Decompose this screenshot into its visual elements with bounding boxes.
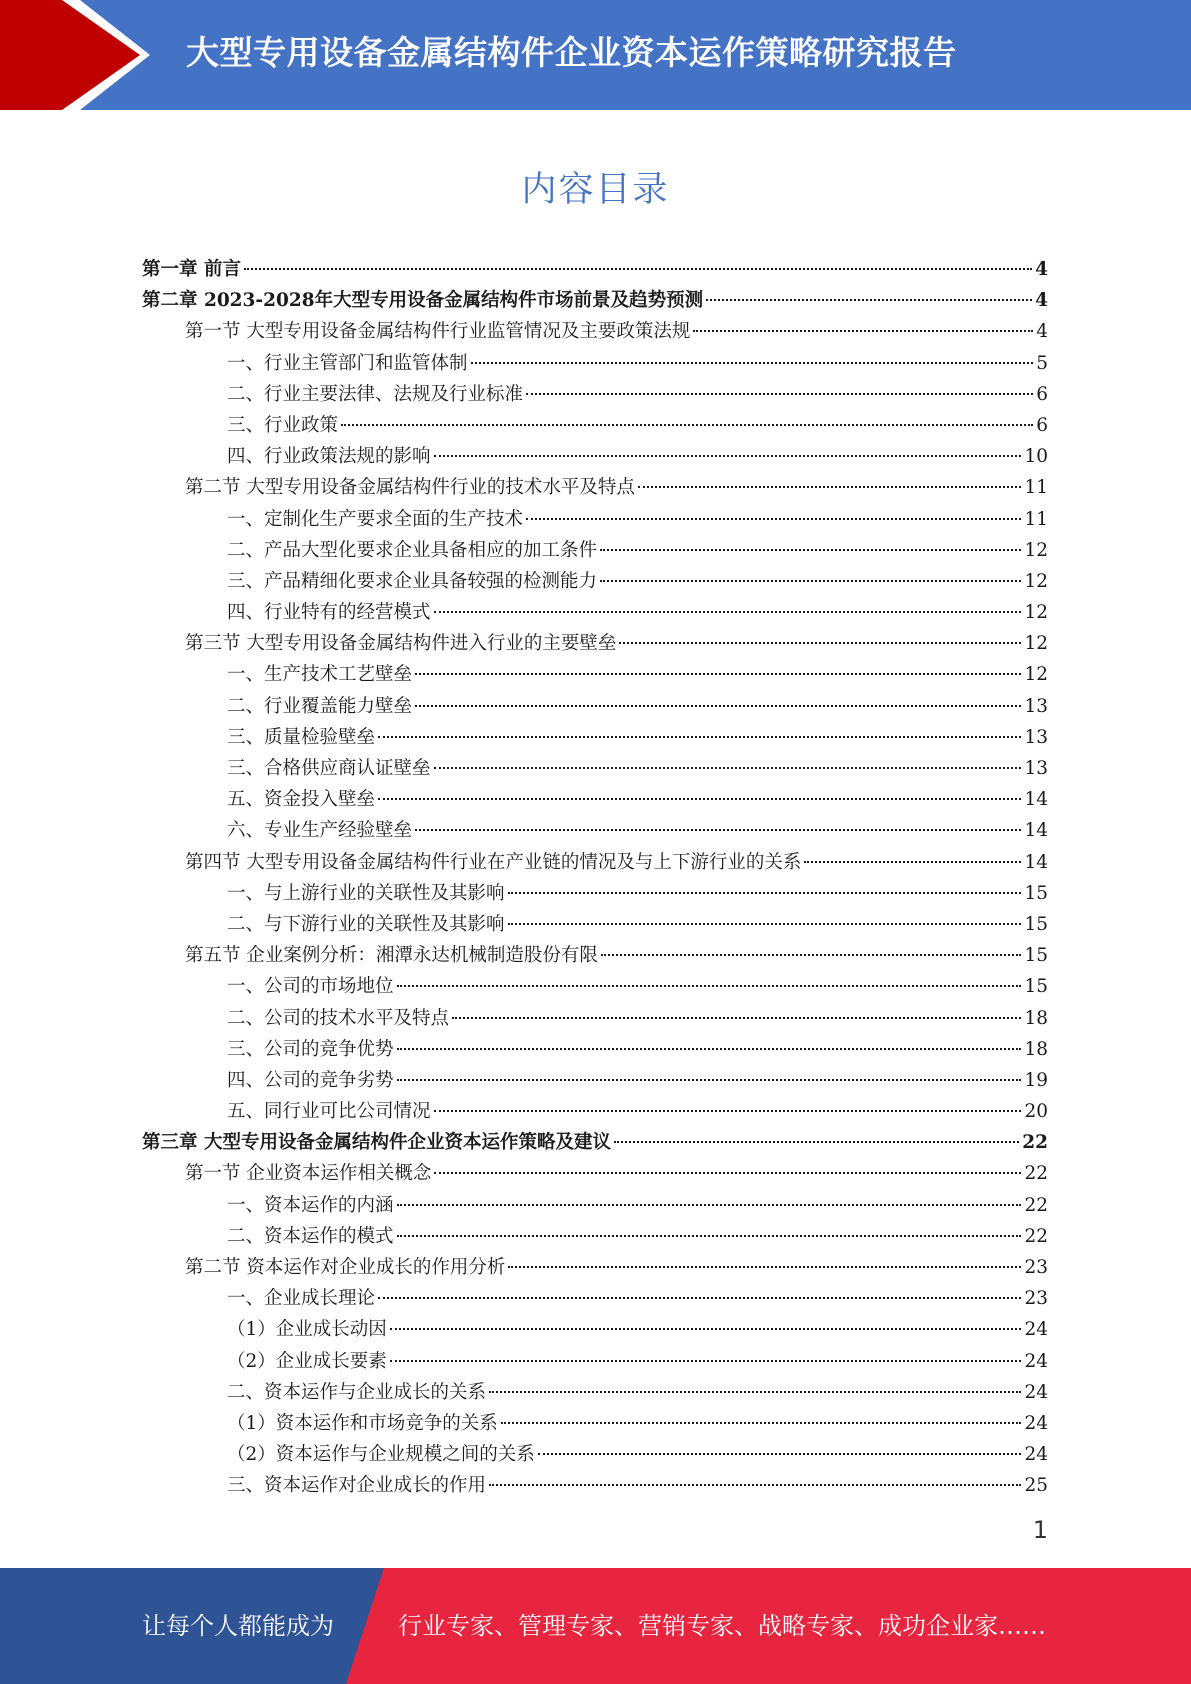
toc-subsection-entry[interactable] (142, 379, 1048, 410)
toc-subsection-entry[interactable] (142, 1221, 1048, 1252)
toc-entry-page: 6 (1036, 383, 1048, 405)
toc-entry-title: （1）企业成长动因 (227, 1319, 387, 1341)
toc-subsection-entry[interactable] (142, 597, 1048, 628)
toc-entry-page: 24 (1024, 1350, 1048, 1372)
footer-banner (0, 1568, 1191, 1684)
toc-subsection-entry[interactable] (142, 1096, 1048, 1127)
toc-section-entry[interactable] (142, 1158, 1048, 1189)
toc-entry-title: 五、资金投入壁垒 (227, 789, 376, 811)
toc-section-entry[interactable] (142, 628, 1048, 659)
toc-subsection-entry[interactable] (142, 1034, 1048, 1065)
toc-subsection-entry[interactable] (142, 753, 1048, 784)
toc-entry-title: 三、合格供应商认证壁垒 (227, 758, 431, 779)
toc-entry-page: 14 (1024, 851, 1048, 873)
toc-entry-title: 第一节 企业资本运作相关概念 (185, 1163, 432, 1185)
toc-dot-leader (452, 1017, 1021, 1019)
toc-entry-title: 一、与上游行业的关联性及其影响 (227, 882, 505, 904)
table-of-contents (142, 254, 1048, 1502)
toc-dot-leader (526, 393, 1033, 395)
toc-dot-leader (434, 1172, 1021, 1174)
toc-entry-page: 25 (1024, 1475, 1048, 1497)
toc-dot-leader (601, 954, 1022, 956)
toc-entry-page: 13 (1024, 758, 1048, 779)
toc-subsection-entry[interactable] (142, 1314, 1048, 1345)
toc-title: 内容目录 (521, 170, 670, 210)
toc-entry-title: 二、资本运作的模式 (227, 1225, 394, 1247)
toc-dot-leader (378, 798, 1021, 800)
toc-subsection-entry[interactable] (142, 1283, 1048, 1314)
toc-entry-page: 24 (1024, 1444, 1048, 1466)
toc-chapter-entry[interactable] (142, 1127, 1048, 1158)
toc-entry-page: 12 (1024, 539, 1048, 561)
toc-entry-title: 第五节 企业案例分析：湘潭永达机械制造股份有限 (185, 945, 598, 967)
toc-entry-title: （2）企业成长要素 (227, 1350, 387, 1372)
toc-subsection-entry[interactable] (142, 1377, 1048, 1408)
toc-subsection-entry[interactable] (142, 410, 1048, 441)
toc-entry-page: 6 (1036, 414, 1048, 436)
toc-entry-page: 12 (1024, 633, 1048, 655)
toc-dot-leader (397, 1079, 1022, 1081)
toc-dot-leader (600, 580, 1021, 582)
toc-dot-leader (706, 299, 1032, 301)
toc-entry-page: 12 (1024, 570, 1048, 592)
toc-section-entry[interactable] (142, 316, 1048, 347)
toc-entry-page: 11 (1024, 477, 1048, 499)
toc-entry-title: 第二章 2023-2028年大型专用设备金属结构件市场前景及趋势预测 (142, 290, 704, 312)
toc-subsection-entry[interactable] (142, 504, 1048, 535)
toc-entry-page: 23 (1024, 1257, 1048, 1278)
toc-subsection-entry[interactable] (142, 971, 1048, 1002)
toc-entry-title: 一、企业成长理论 (227, 1288, 376, 1310)
toc-entry-title: 二、产品大型化要求企业具备相应的加工条件 (227, 539, 598, 561)
toc-entry-page: 23 (1024, 1288, 1048, 1310)
toc-chapter-entry[interactable] (142, 285, 1048, 316)
toc-entry-title: （2）资本运作与企业规模之间的关系 (227, 1444, 535, 1466)
toc-dot-leader (378, 736, 1021, 738)
report-title: 大型专用设备金属结构件企业资本运作策略研究报告 (186, 33, 957, 72)
toc-entry-title: 一、定制化生产要求全面的生产技术 (227, 508, 524, 530)
toc-entry-page: 4 (1036, 321, 1048, 343)
toc-entry-page: 13 (1024, 726, 1048, 748)
toc-entry-title: 第一节 大型专用设备金属结构件行业监管情况及主要政策法规 (185, 321, 691, 343)
toc-subsection-entry[interactable] (142, 659, 1048, 690)
toc-entry-title: 四、公司的竞争劣势 (227, 1069, 394, 1091)
toc-entry-title: 第三节 大型专用设备金属结构件进入行业的主要壁垒 (185, 633, 617, 655)
toc-entry-title: 一、行业主管部门和监管体制 (227, 352, 468, 374)
toc-entry-title: 三、行业政策 (227, 414, 339, 436)
toc-subsection-entry[interactable] (142, 722, 1048, 753)
toc-subsection-entry[interactable] (142, 535, 1048, 566)
toc-entry-page: 13 (1024, 695, 1048, 717)
toc-entry-page: 22 (1024, 1225, 1048, 1247)
toc-section-entry[interactable] (142, 1252, 1048, 1283)
toc-dot-leader (390, 1328, 1022, 1330)
toc-entry-title: 六、专业生产经验壁垒 (227, 820, 413, 842)
toc-entry-title: 二、与下游行业的关联性及其影响 (227, 913, 505, 935)
toc-entry-page: 18 (1024, 1007, 1048, 1029)
toc-entry-title: 三、产品精细化要求企业具备较强的检测能力 (227, 570, 598, 592)
toc-dot-leader (244, 268, 1032, 270)
toc-subsection-entry[interactable] (142, 784, 1048, 815)
toc-entry-page: 20 (1024, 1101, 1048, 1123)
toc-dot-leader (434, 1110, 1022, 1112)
toc-entry-page: 14 (1024, 820, 1048, 842)
toc-dot-leader (415, 673, 1021, 675)
toc-entry-page: 14 (1024, 789, 1048, 811)
toc-dot-leader (619, 642, 1021, 644)
toc-entry-title: 二、行业主要法律、法规及行业标准 (227, 383, 524, 405)
toc-chapter-entry[interactable] (142, 254, 1048, 285)
toc-dot-leader (341, 424, 1033, 426)
toc-entry-title: 第二节 资本运作对企业成长的作用分析 (185, 1257, 506, 1278)
toc-subsection-entry[interactable] (142, 909, 1048, 940)
toc-entry-title: 三、质量检验壁垒 (227, 726, 376, 748)
toc-subsection-entry[interactable] (142, 566, 1048, 597)
footer-slogan-right: 行业专家、管理专家、营销专家、战略专家、成功企业家…… (398, 1612, 1046, 1640)
toc-entry-page: 15 (1024, 976, 1048, 998)
toc-dot-leader (471, 362, 1034, 364)
toc-entry-page: 18 (1024, 1038, 1048, 1060)
toc-entry-page: 10 (1024, 446, 1048, 468)
toc-subsection-entry[interactable] (142, 1470, 1048, 1501)
toc-entry-title: 第三章 大型专用设备金属结构件企业资本运作策略及建议 (142, 1132, 611, 1154)
toc-entry-title: 三、资本运作对企业成长的作用 (227, 1475, 487, 1497)
toc-entry-page: 24 (1024, 1319, 1048, 1341)
toc-entry-page: 24 (1024, 1381, 1048, 1403)
toc-entry-page: 12 (1024, 602, 1048, 624)
toc-entry-page: 11 (1024, 508, 1048, 530)
toc-entry-page: 24 (1024, 1412, 1048, 1434)
toc-entry-title: （1）资本运作和市场竞争的关系 (227, 1412, 498, 1434)
toc-dot-leader (489, 1391, 1021, 1393)
toc-subsection-entry[interactable] (142, 878, 1048, 909)
toc-entry-title: 一、资本运作的内涵 (227, 1194, 394, 1216)
toc-dot-leader (501, 1422, 1022, 1424)
toc-dot-leader (489, 1484, 1021, 1486)
toc-dot-leader (508, 892, 1022, 894)
toc-entry-title: 一、公司的市场地位 (227, 976, 394, 998)
toc-entry-page: 15 (1024, 913, 1048, 935)
header-bar (0, 0, 1191, 110)
toc-dot-leader (434, 455, 1022, 457)
toc-entry-title: 四、行业特有的经营模式 (227, 602, 431, 624)
toc-entry-page: 22 (1024, 1163, 1048, 1185)
toc-dot-leader (397, 985, 1022, 987)
header-chevron-decoration (0, 0, 150, 110)
toc-subsection-entry[interactable] (142, 1065, 1048, 1096)
toc-subsection-entry[interactable] (142, 1190, 1048, 1221)
toc-dot-leader (693, 330, 1033, 332)
toc-entry-title: 二、行业覆盖能力壁垒 (227, 695, 413, 717)
toc-dot-leader (415, 829, 1021, 831)
toc-dot-leader (397, 1235, 1022, 1237)
toc-subsection-entry[interactable] (142, 1408, 1048, 1439)
toc-subsection-entry[interactable] (142, 348, 1048, 379)
toc-subsection-entry[interactable] (142, 441, 1048, 472)
toc-entry-title: 第二节 大型专用设备金属结构件行业的技术水平及特点 (185, 477, 635, 499)
toc-entry-page: 5 (1036, 352, 1048, 374)
toc-dot-leader (415, 705, 1021, 707)
toc-entry-page: 4 (1035, 290, 1048, 312)
toc-dot-leader (526, 518, 1021, 520)
toc-entry-title: 五、同行业可比公司情况 (227, 1101, 431, 1123)
toc-dot-leader (434, 611, 1022, 613)
toc-section-entry[interactable] (142, 940, 1048, 971)
toc-dot-leader (638, 486, 1022, 488)
toc-entry-page: 19 (1024, 1069, 1048, 1091)
toc-dot-leader (614, 1141, 1019, 1143)
toc-section-entry[interactable] (142, 472, 1048, 503)
toc-entry-title: 第四节 大型专用设备金属结构件行业在产业链的情况及与上下游行业的关系 (185, 851, 802, 873)
toc-dot-leader (397, 1204, 1022, 1206)
toc-subsection-entry[interactable] (142, 1439, 1048, 1470)
toc-dot-leader (378, 1297, 1021, 1299)
toc-dot-leader (508, 1266, 1021, 1268)
toc-dot-leader (538, 1453, 1022, 1455)
toc-entry-title: 第一章 前言 (142, 259, 241, 280)
toc-subsection-entry[interactable] (142, 691, 1048, 722)
footer-slogan-left: 让每个人都能成为 (142, 1612, 334, 1640)
toc-dot-leader (508, 923, 1022, 925)
toc-subsection-entry[interactable] (142, 1003, 1048, 1034)
toc-entry-page: 22 (1022, 1132, 1048, 1154)
toc-entry-page: 4 (1035, 259, 1048, 280)
toc-section-entry[interactable] (142, 847, 1048, 878)
toc-entry-page: 12 (1024, 664, 1048, 686)
toc-entry-title: 三、公司的竞争优势 (227, 1038, 394, 1060)
toc-dot-leader (434, 767, 1022, 769)
toc-entry-page: 15 (1024, 945, 1048, 967)
toc-entry-title: 四、行业政策法规的影响 (227, 446, 431, 468)
toc-subsection-entry[interactable] (142, 1346, 1048, 1377)
toc-subsection-entry[interactable] (142, 815, 1048, 846)
toc-dot-leader (397, 1048, 1022, 1050)
toc-entry-title: 二、公司的技术水平及特点 (227, 1007, 450, 1029)
toc-dot-leader (600, 549, 1021, 551)
page-number: 1 (1032, 1516, 1048, 1544)
toc-entry-title: 二、资本运作与企业成长的关系 (227, 1381, 487, 1403)
toc-entry-page: 22 (1024, 1194, 1048, 1216)
toc-entry-page: 15 (1024, 882, 1048, 904)
toc-dot-leader (390, 1360, 1022, 1362)
toc-dot-leader (804, 861, 1021, 863)
toc-entry-title: 一、生产技术工艺壁垒 (227, 664, 413, 686)
